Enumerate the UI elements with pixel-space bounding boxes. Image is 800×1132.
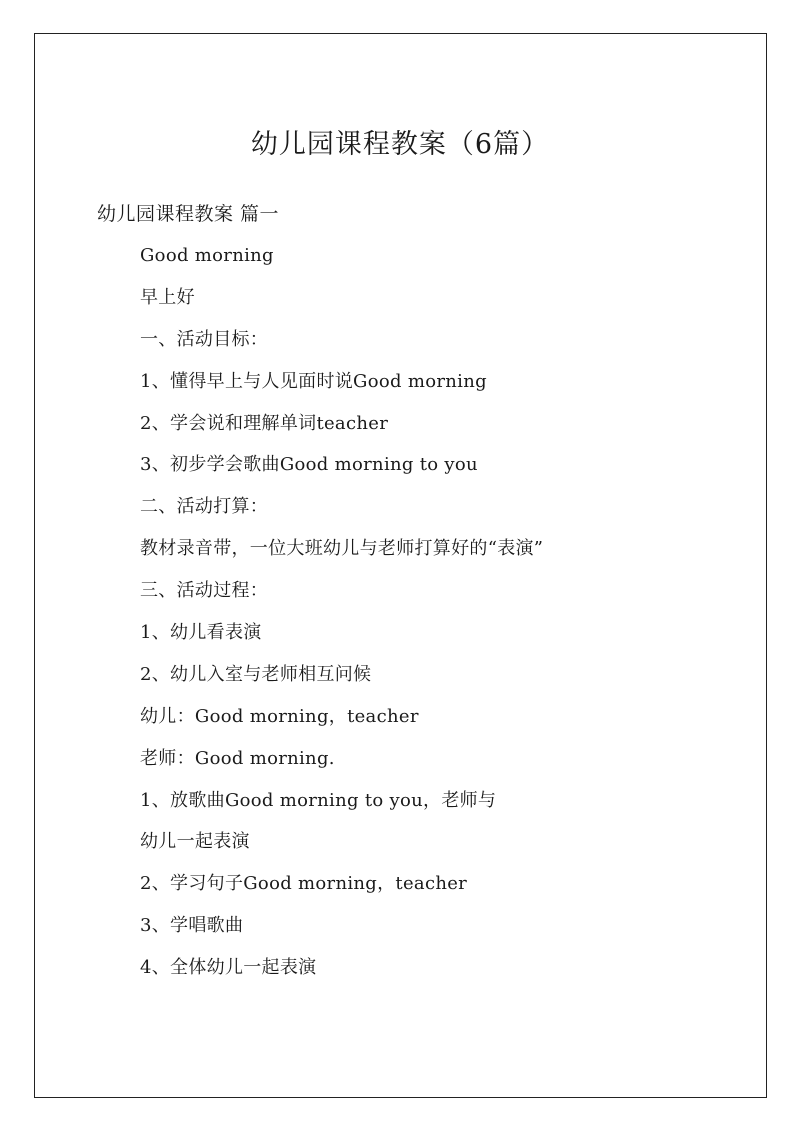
body-line: 老师：Good morning. (140, 747, 335, 769)
body-line: 2、学会说和理解单词teacher (140, 412, 389, 434)
body-line: 2、学习句子Good morning，teacher (140, 873, 468, 895)
body-line: 教材录音带，一位大班幼儿与老师打算好的“表演” (140, 538, 544, 560)
body-line: 幼儿：Good morning，teacher (140, 705, 419, 727)
body-line: 4、全体幼儿一起表演 (140, 957, 317, 979)
body-line: 二、活动打算： (140, 496, 269, 518)
body-line: 幼儿一起表演 (140, 831, 250, 853)
body-line: 1、放歌曲Good morning to you，老师与 (140, 789, 497, 811)
body-line: 一、活动目标： (140, 328, 269, 350)
body-line: 早上好 (140, 286, 195, 308)
body-line: 3、学唱歌曲 (140, 915, 244, 937)
lesson-plan-body (140, 242, 543, 996)
body-line: 1、幼儿看表演 (140, 622, 262, 644)
body-line: 2、幼儿入室与老师相互问候 (140, 663, 372, 685)
document-title: 幼儿园课程教案（6篇） (250, 129, 550, 160)
body-line: 三、活动过程： (140, 580, 269, 602)
body-line: 3、初步学会歌曲Good morning to you (140, 454, 478, 476)
section-heading: 幼儿园课程教案 篇一 (97, 203, 280, 225)
body-line: Good morning (140, 245, 274, 266)
body-line: 1、懂得早上与人见面时说Good morning (140, 370, 487, 392)
